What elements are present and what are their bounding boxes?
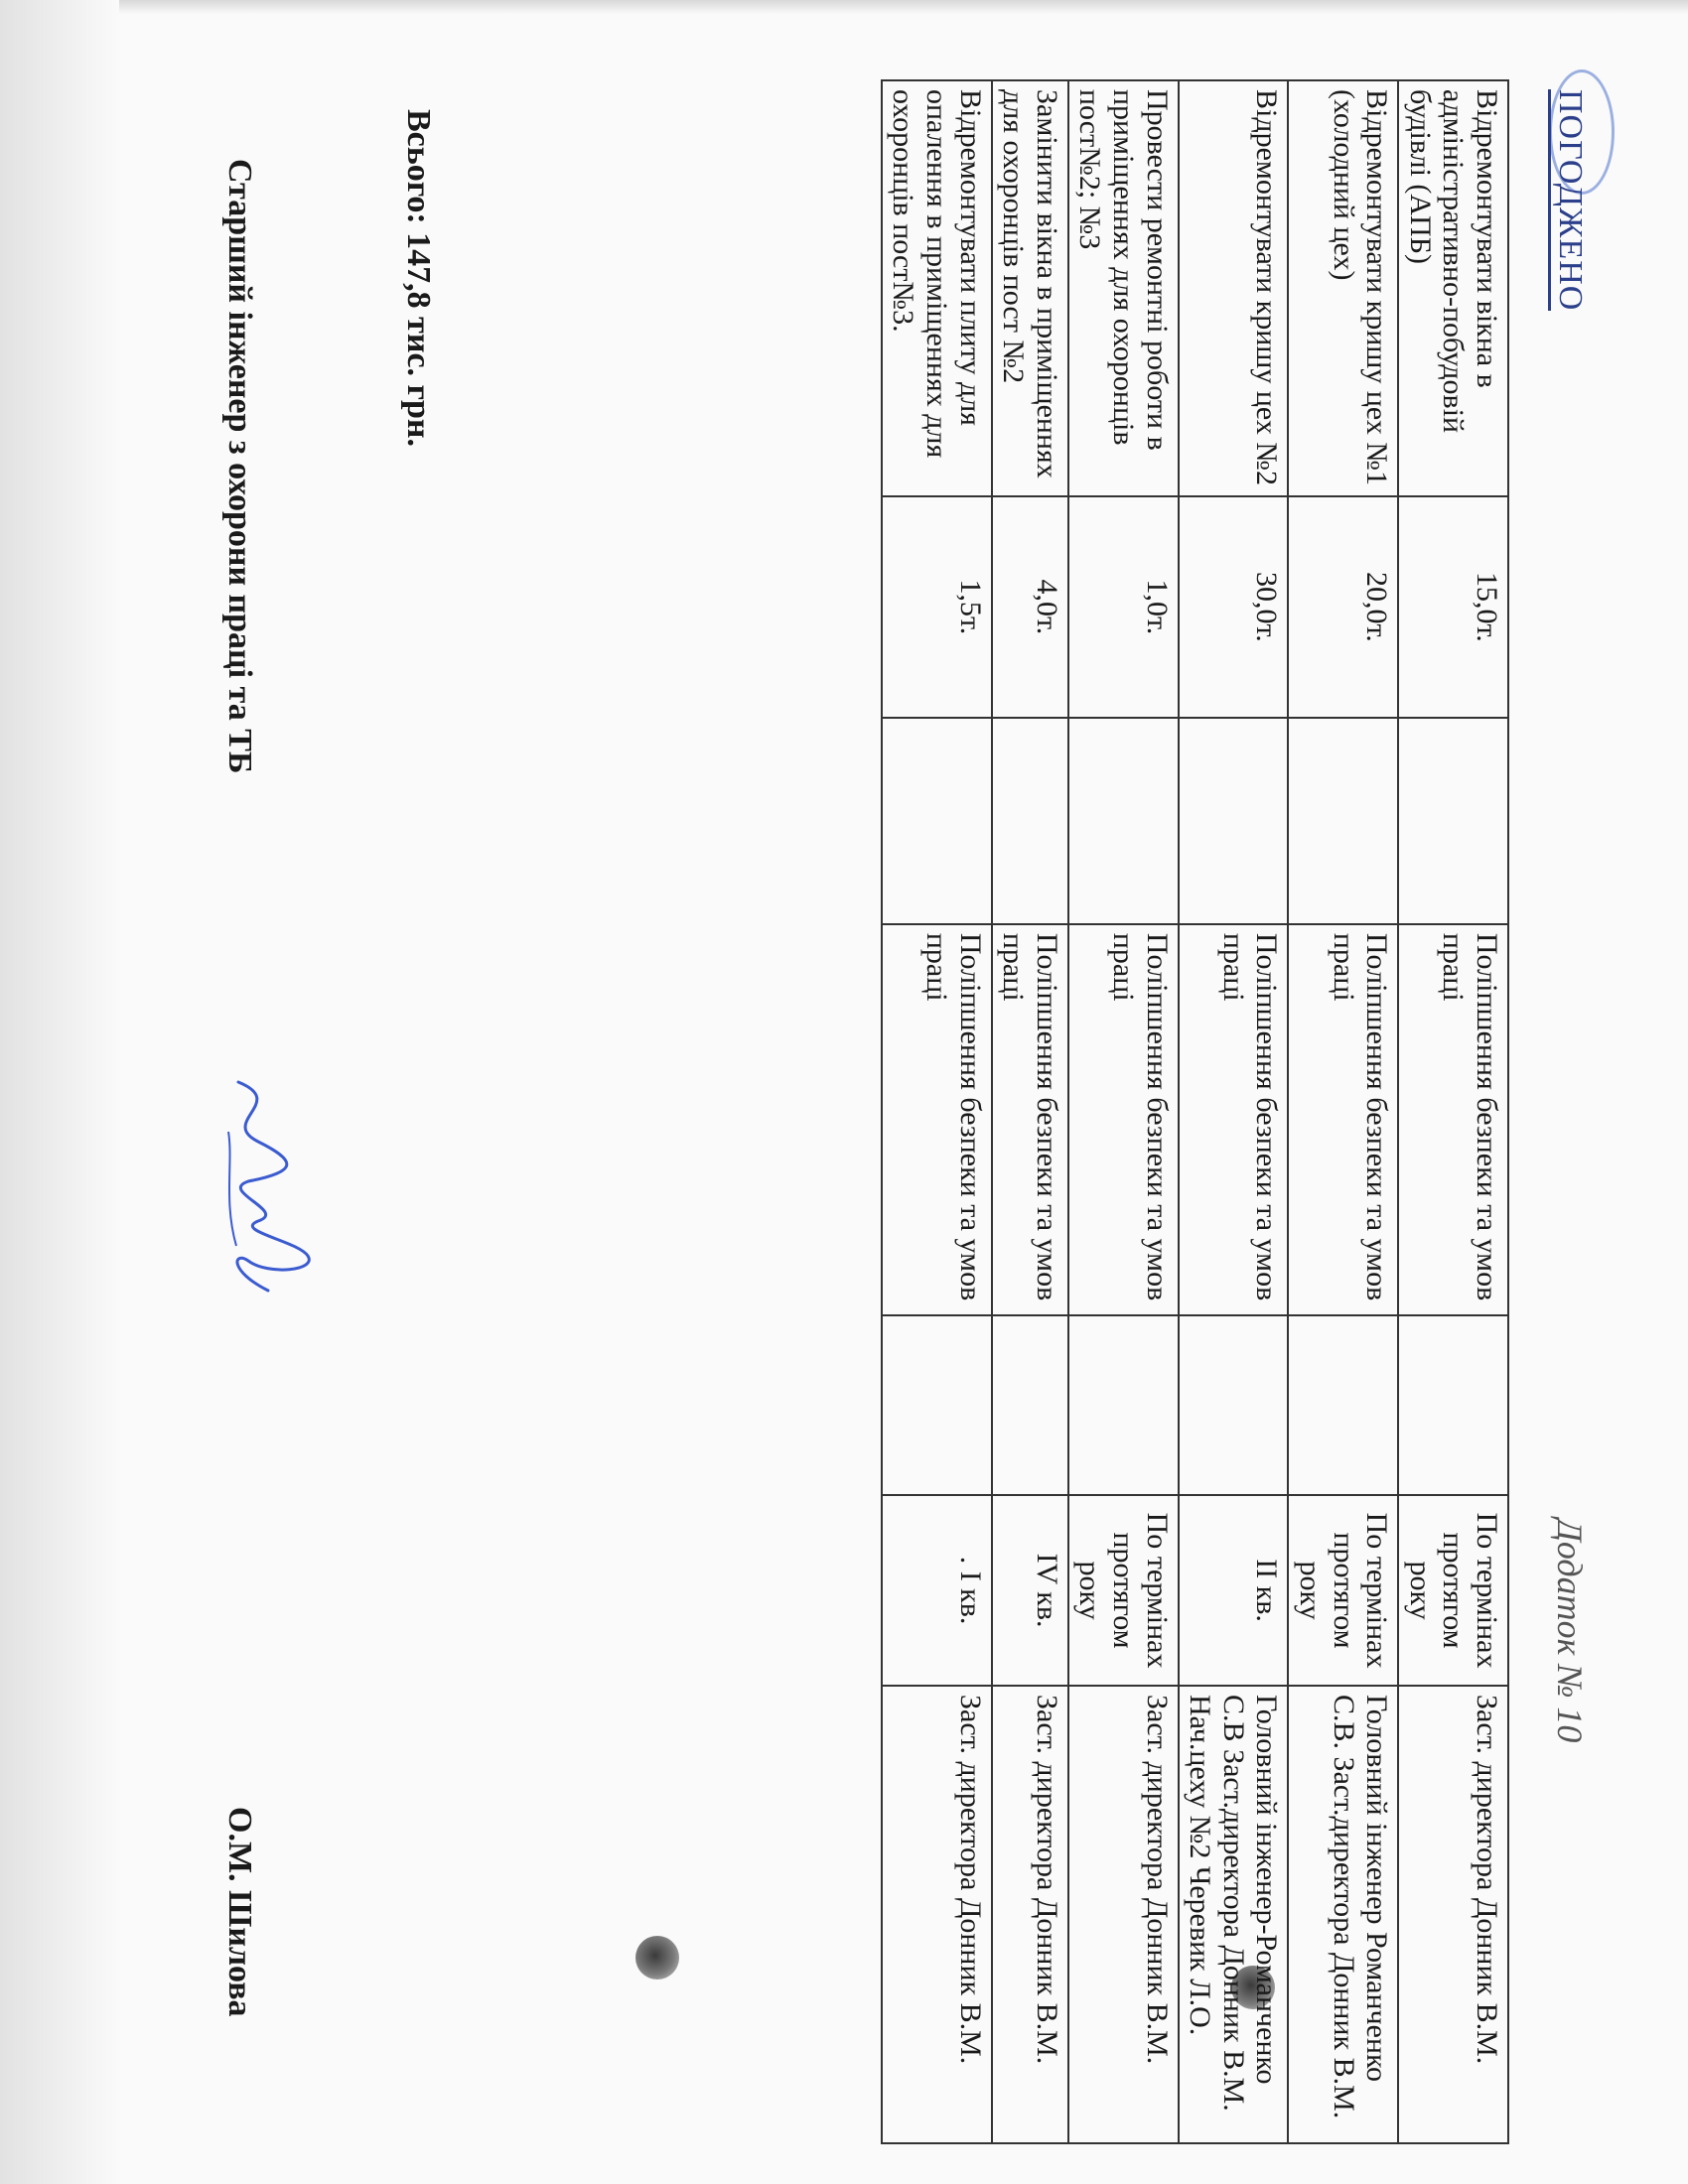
cost-cell: 20,0т. bbox=[1288, 496, 1398, 719]
cost-cell: 30,0т. bbox=[1179, 496, 1289, 719]
signer-title: Старший інженер з охорони праці та ТБ bbox=[221, 159, 258, 774]
action-cell: Відремонтувати кришу цех №1 (холодний цех) bbox=[1288, 80, 1398, 496]
action-cell: Відремонтувати вікна в адміністративно-побудовій будівлі (АПБ) bbox=[1398, 80, 1508, 496]
cost-cell: 15,0т. bbox=[1398, 496, 1508, 719]
blank-cell bbox=[992, 1315, 1068, 1495]
responsible-cell: Заст. директора Донник В.М. bbox=[882, 1686, 992, 2143]
term-cell: По термінах протягом року bbox=[1398, 1495, 1508, 1686]
action-cell: Відремонтувати кришу цех №2 bbox=[1179, 80, 1289, 496]
responsible-cell: Головний інженер Романченко С.В. Заст.директора Донник В.М. bbox=[1288, 1686, 1398, 2143]
blank-cell bbox=[1398, 718, 1508, 924]
handwritten-signature bbox=[209, 1072, 328, 1300]
blank-cell bbox=[1179, 718, 1289, 924]
goal-cell: Поліпшення безпеки та умов праці bbox=[882, 924, 992, 1316]
action-cell: Провести ремонтні роботи в приміщеннях для охоронців пост№2; №3 bbox=[1068, 80, 1179, 496]
goal-cell: Поліпшення безпеки та умов праці bbox=[1068, 924, 1179, 1316]
signature-block bbox=[189, 79, 328, 2144]
term-cell: По термінах протягом року bbox=[1068, 1495, 1179, 1686]
goal-cell: Поліпшення безпеки та умов праці bbox=[992, 924, 1068, 1316]
goal-cell: Поліпшення безпеки та умов праці bbox=[1288, 924, 1398, 1316]
blank-cell bbox=[882, 718, 992, 924]
table-row bbox=[1398, 80, 1508, 2143]
action-cell: Замінити вікна в приміщеннях для охоронців пост №2 bbox=[992, 80, 1068, 496]
responsible-cell: Заст. директора Донник В.М. bbox=[1398, 1686, 1508, 2143]
table-row bbox=[1179, 80, 1289, 2143]
cost-cell: 4,0т. bbox=[992, 496, 1068, 719]
blank-cell bbox=[1288, 1315, 1398, 1495]
rotated-document-page bbox=[60, 79, 1609, 2164]
blank-cell bbox=[1068, 1315, 1179, 1495]
appendix-number: Додаток № 10 bbox=[1550, 1519, 1590, 1743]
measures-table bbox=[881, 79, 1509, 2144]
table-row bbox=[1288, 80, 1398, 2143]
table-row bbox=[882, 80, 992, 2143]
cost-cell: 1,5т. bbox=[882, 496, 992, 719]
term-cell: По термінах протягом року bbox=[1288, 1495, 1398, 1686]
approved-label: ПОГОДЖЕНО bbox=[1548, 89, 1589, 311]
term-cell: II кв. bbox=[1179, 1495, 1289, 1686]
blank-cell bbox=[882, 1315, 992, 1495]
term-cell: . I кв. bbox=[882, 1495, 992, 1686]
blank-cell bbox=[1398, 1315, 1508, 1495]
responsible-cell: Заст. директора Донник В.М. bbox=[1068, 1686, 1179, 2143]
blank-cell bbox=[992, 718, 1068, 924]
signer-name: О.М. Шилова bbox=[221, 1807, 258, 2017]
blank-cell bbox=[1179, 1315, 1289, 1495]
responsible-cell: Заст. директора Донник В.М. bbox=[992, 1686, 1068, 2143]
responsible-cell: Головний інженер-Романченко С.В Заст.директора Донник В.М. Нач.цеху №2 Черевик Л.О. bbox=[1179, 1686, 1289, 2143]
term-cell: IV кв. bbox=[992, 1495, 1068, 1686]
goal-cell: Поліпшення безпеки та умов праці bbox=[1398, 924, 1508, 1316]
action-cell: Відремонтувати плиту для опалення в приміщеннях для охоронців пост№3. bbox=[882, 80, 992, 496]
scan-top-edge bbox=[0, 0, 1688, 14]
blank-cell bbox=[1288, 718, 1398, 924]
total-sum: Всього: 147,8 тис. грн. bbox=[400, 109, 437, 447]
blank-cell bbox=[1068, 718, 1179, 924]
table-row bbox=[1068, 80, 1179, 2143]
goal-cell: Поліпшення безпеки та умов праці bbox=[1179, 924, 1289, 1316]
table-row bbox=[992, 80, 1068, 2143]
cost-cell: 1,0т. bbox=[1068, 496, 1179, 719]
